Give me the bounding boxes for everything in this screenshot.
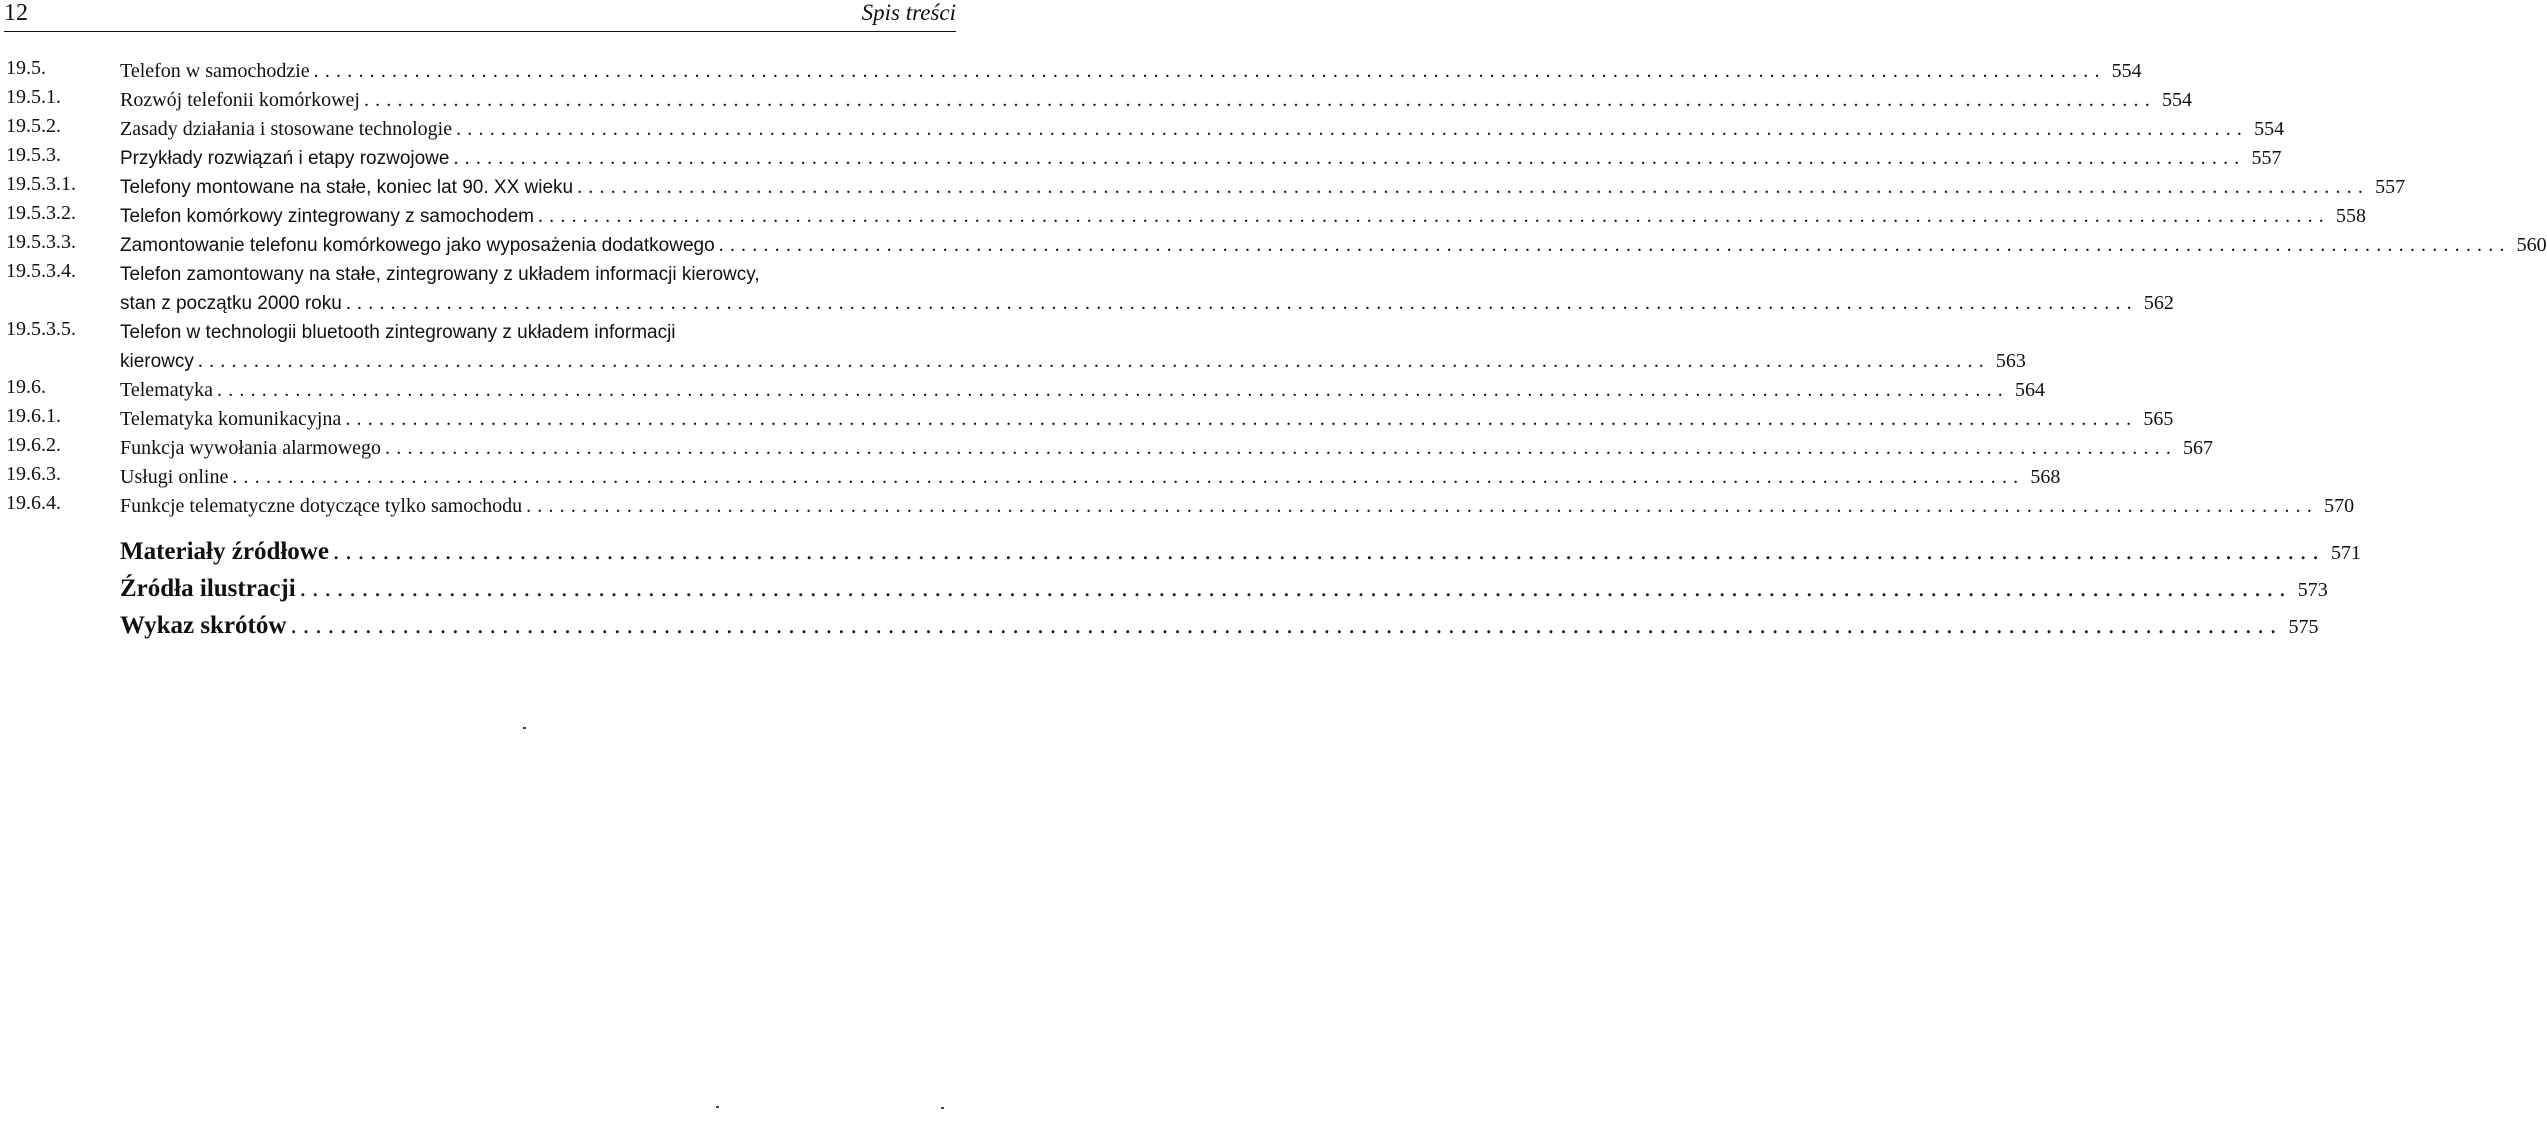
dot-leader: ................................................................................................................................................................ [718, 234, 2511, 256]
section-number: 19.5.3.4. [6, 260, 76, 282]
page-ref: 573 [2297, 579, 2328, 601]
toc-entry [6, 173, 2406, 202]
dot-leader: ................................................................................................................................................................ [217, 379, 2009, 401]
chapter-entry [120, 533, 2361, 570]
dot-leader: ................................................................................................................................................................ [577, 176, 2370, 198]
dot-leader: ................................................................................................................................................................ [345, 408, 2138, 430]
toc-entry [6, 405, 2174, 434]
page-ref: 564 [2015, 379, 2045, 401]
scan-speck [523, 727, 526, 729]
section-number: 19.6.3. [6, 463, 61, 485]
dot-leader: ................................................................................................................................................................ [313, 60, 2106, 82]
toc-entry [6, 57, 2142, 86]
section-number: 19.6. [6, 376, 46, 398]
section-title: Przykłady rozwiązań i etapy rozwojowe [120, 148, 450, 169]
toc-entry [6, 115, 2285, 144]
dot-leader: ................................................................................................................................................................ [537, 205, 2330, 227]
section-title: Rozwój telefonii komórkowej [120, 89, 360, 111]
toc-entry [6, 463, 2061, 492]
section-title: Funkcja wywołania alarmowego [120, 437, 382, 459]
page-ref: 565 [2143, 408, 2174, 430]
section-number: 19.5.3. [6, 144, 61, 166]
section-title: Zamontowanie telefonu komórkowego jako wyposażenia dodatkowego [120, 235, 715, 256]
chapter-title: Wykaz skrótów [120, 612, 287, 639]
section-title-line-1: Telefon zamontowany na stałe, zintegrowany z układem informacji kierowcy, [120, 264, 760, 285]
toc-entry [6, 260, 2174, 318]
section-number: 19.5.3.1. [6, 173, 76, 195]
toc-entry [6, 144, 2282, 173]
toc-entry [6, 318, 2026, 376]
chapter-entry [120, 570, 2328, 607]
dot-leader: ................................................................................................................................................................ [453, 147, 2246, 169]
dot-leader: ................................................................................................................................................................ [526, 495, 2319, 517]
section-title: Telefon komórkowy zintegrowany z samochodem [120, 206, 534, 227]
dot-leader: ................................................................................................................................................................ [197, 350, 1990, 372]
dot-leader: ................................................................................................................................................................ [290, 612, 2283, 639]
section-title: Usługi online [120, 466, 229, 488]
section-number: 19.5.3.2. [6, 202, 76, 224]
section-number: 19.5.3.3. [6, 231, 76, 253]
page-ref: 554 [2161, 89, 2192, 111]
section-title: Telematyka komunikacyjna [120, 408, 342, 430]
running-title: Spis treści [861, 0, 956, 25]
page-ref: 557 [2251, 147, 2282, 169]
toc-entry [6, 376, 2045, 405]
page-ref: 571 [2330, 542, 2361, 564]
section-title: Zasady działania i stosowane technologie [120, 118, 453, 140]
section-title-line-2: kierowcy [120, 351, 194, 372]
dot-leader: ................................................................................................................................................................ [299, 575, 2292, 602]
page-ref: 558 [2335, 205, 2366, 227]
toc-entry [6, 492, 2355, 521]
dot-leader: ................................................................................................................................................................ [332, 538, 2325, 565]
scan-speck [716, 1106, 719, 1108]
page-ref: 554 [2254, 118, 2285, 140]
page-number: 12 [4, 0, 28, 26]
section-title: Telefony montowane na stałe, koniec lat 90. XX wieku [120, 177, 574, 198]
section-title: Telematyka [120, 379, 213, 401]
section-number: 19.5.1. [6, 86, 61, 108]
section-title: Telefon w samochodzie [120, 60, 310, 82]
toc-entry [6, 231, 2547, 260]
section-number: 19.5.2. [6, 115, 61, 137]
section-number: 19.6.4. [6, 492, 61, 514]
scan-speck [941, 1107, 944, 1109]
page-ref: 563 [1995, 350, 2026, 372]
page-ref: 554 [2111, 60, 2142, 82]
dot-leader: ................................................................................................................................................................ [345, 292, 2138, 314]
section-title: Funkcje telematyczne dotyczące tylko samochodu [120, 495, 523, 517]
page-ref: 562 [2143, 292, 2174, 314]
toc-entry [6, 434, 2214, 463]
toc-entry [6, 202, 2366, 231]
dot-leader: ................................................................................................................................................................ [363, 89, 2156, 111]
section-number: 19.5. [6, 57, 46, 79]
page-ref: 570 [2324, 495, 2355, 517]
section-number: 19.6.2. [6, 434, 61, 456]
section-number: 19.6.1. [6, 405, 61, 427]
chapter-title: Źródła ilustracji [120, 575, 296, 602]
dot-leader: ................................................................................................................................................................ [385, 437, 2178, 459]
dot-leader: ................................................................................................................................................................ [232, 466, 2025, 488]
chapter-entry [120, 607, 2319, 644]
page-ref: 567 [2183, 437, 2214, 459]
page-ref: 560 [2516, 234, 2547, 256]
table-of-contents [6, 57, 2547, 644]
dot-leader: ................................................................................................................................................................ [456, 118, 2249, 140]
page-ref: 557 [2375, 176, 2406, 198]
page-header [4, 0, 956, 32]
section-title-line-2: stan z początku 2000 roku [120, 293, 342, 314]
toc-entry [6, 86, 2192, 115]
page-ref: 575 [2288, 616, 2319, 638]
section-title-line-1: Telefon w technologii bluetooth zintegrowany z układem informacji [120, 322, 676, 343]
page-ref: 568 [2030, 466, 2061, 488]
section-number: 19.5.3.5. [6, 318, 76, 340]
chapter-title: Materiały źródłowe [120, 538, 329, 565]
